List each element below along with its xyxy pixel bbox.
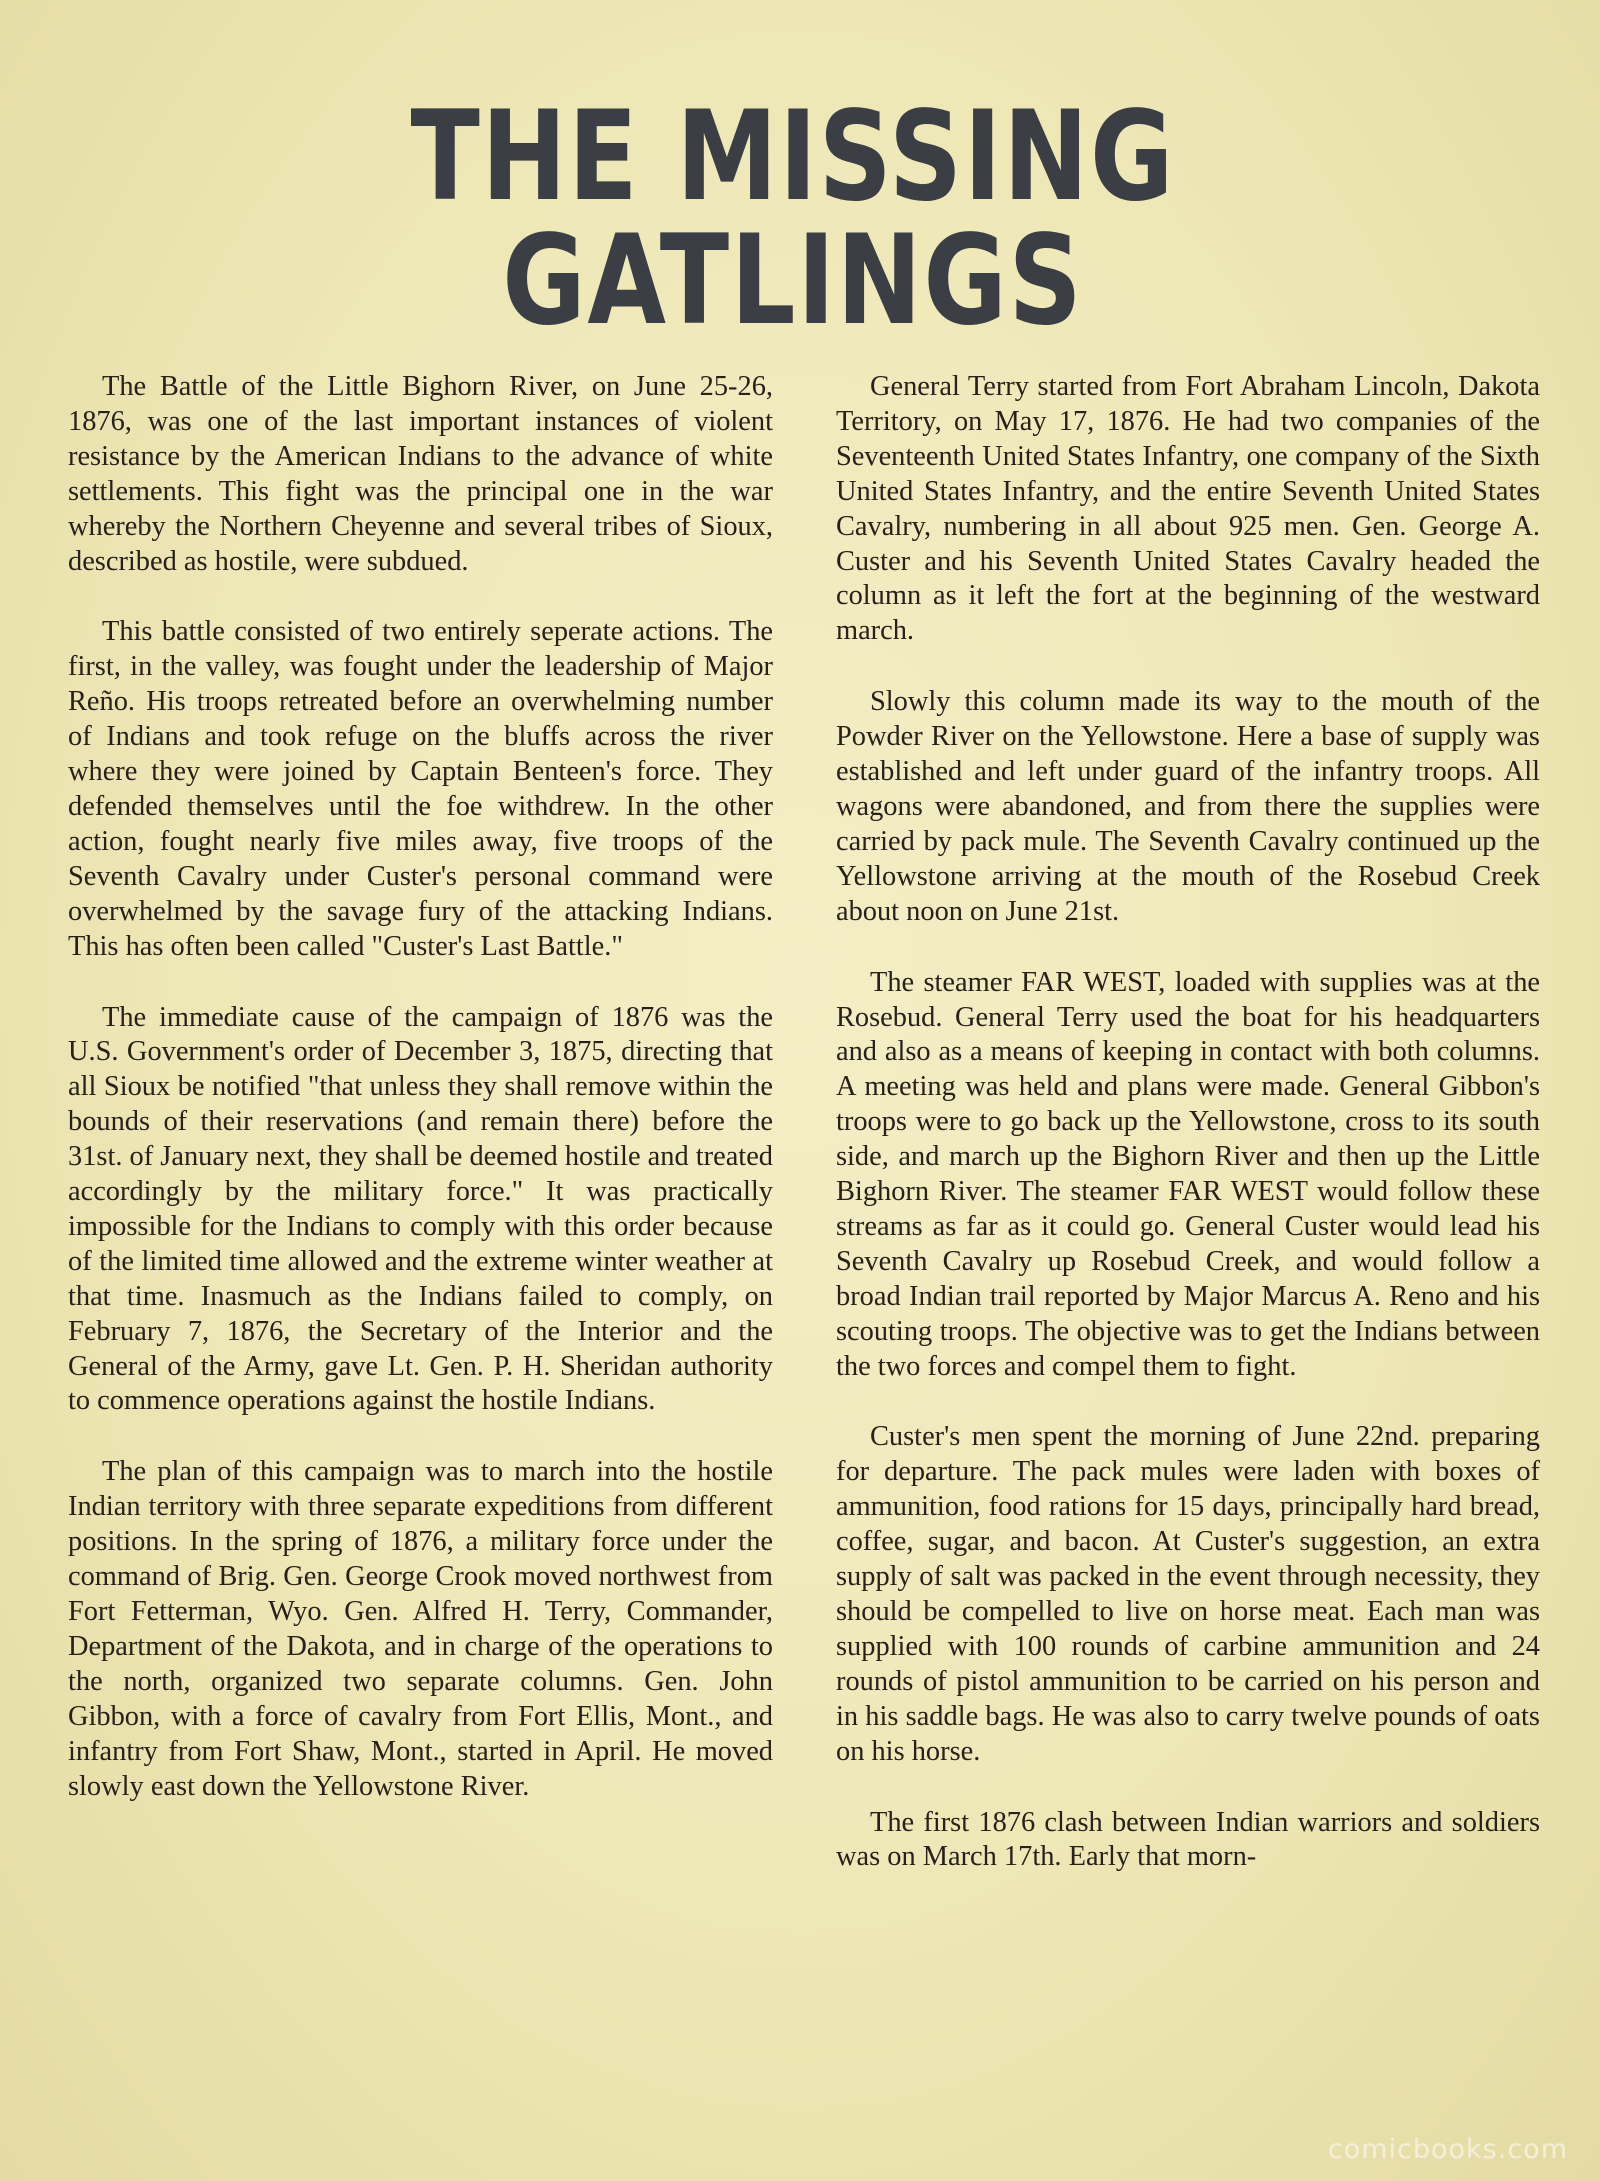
paragraph: This battle consisted of two entirely seperate actions. The first, in the valley, was fought under the leadership of Major Reño. His troops retreated before an overwhelming number of Indians and took refuge on the bluffs across the river where they were joined by Captain Benteen's force. They defended themselves until the foe withdrew. In the other action, fought nearly five miles away, five troops of the Seventh Cavalry under Custer's personal command were overwhelmed by the savage fury of the attacking Indians. This has often been called "Custer's Last Battle." [68,616,773,962]
paragraph: Custer's men spent the morning of June 22nd. preparing for departure. The pack mules were laden with boxes of ammunition, food rations for 15 days, principally hard bread, coffee, sugar, and bacon. At Custer's suggestion, an extra supply of salt was packed in the event through necessity, they should be compelled to live on horse meat. Each man was supplied with 100 rounds of carbine ammunition and 24 rounds of pistol ammunition to be carried on his person and in his saddle bags. He was also to carry twelve pounds of oats on his horse. [836,1421,1540,1767]
page-title: THE MISSING GATLINGS [410,85,1176,353]
left-text-column [68,370,773,1840]
paragraph: Slowly this column made its way to the mouth of the Powder River on the Yellowstone. Here a base of supply was established and left under guard of the infantry troops. All wagons were abandoned, and from there the supplies were carried by pack mule. The Seventh Cavalry continued up the Yellowstone arriving at the mouth of the Rosebud Creek about noon on June 21st. [836,686,1540,927]
paragraph: General Terry started from Fort Abraham Lincoln, Dakota Territory, on May 17, 1876. He had two companies of the Seventeenth United States Infantry, one company of the Sixth United States Infantry, and the entire Seventh United States Cavalry, numbering in all about 925 men. Gen. George A. Custer and his Seventh United States Cavalry headed the column as it left the fort at the beginning of the westward march. [836,371,1540,647]
paragraph: The first 1876 clash between Indian warriors and soldiers was on March 17th. Early that morn- [836,1806,1540,1873]
site-watermark: comicbooks.com [1327,2134,1568,2165]
paragraph: The steamer FAR WEST, loaded with supplies was at the Rosebud. General Terry used the boat for his headquarters and also as a means of keeping in contact with both columns. A meeting was held and plans were made. General Gibbon's troops were to go back up the Yellowstone, cross to its south side, and march up the Bighorn River and then up the Little Bighorn River. The steamer FAR WEST would follow these streams as far as it could go. General Custer would lead his Seventh Cavalry up Rosebud Creek, and would follow a broad Indian trail reported by Major Marcus A. Reno and his scouting troops. The objective was to get the Indians between the two forces and compel them to fight. [836,966,1540,1382]
paragraph: The Battle of the Little Bighorn River, on June 25-26, 1876, was one of the last important instances of violent resistance by the American Indians to the advance of white settlements. This fight was the principal one in the war whereby the Northern Cheyenne and several tribes of Sioux, described as hostile, were subdued. [68,371,773,577]
paragraph: The plan of this campaign was to march into the hostile Indian territory with three separate expeditions from different positions. In the spring of 1876, a military force under the command of Brig. Gen. George Crook moved northwest from Fort Fetterman, Wyo. Gen. Alfred H. Terry, Commander, Department of the Dakota, and in charge of the operations to the north, organized two separate columns. Gen. John Gibbon, with a force of cavalry from Fort Ellis, Mont., and infantry from Fort Shaw, Mont., started in April. He moved slowly east down the Yellowstone River. [68,1456,773,1802]
paragraph: The immediate cause of the campaign of 1876 was the U.S. Government's order of December 3, 1875, directing that all Sioux be notified "that unless they shall remove within the bounds of their reservations (and remain there) before the 31st. of January next, they shall be deemed hostile and treated accordingly by the military force." It was practically impossible for the Indians to comply with this order because of the limited time allowed and the extreme winter weather at that time. Inasmuch as the Indians failed to comply, on February 7, 1876, the Secretary of the Interior and the General of the Army, gave Lt. Gen. P. H. Sheridan authority to commence operations against the hostile Indians. [68,1001,773,1417]
right-text-column [836,370,1540,1911]
